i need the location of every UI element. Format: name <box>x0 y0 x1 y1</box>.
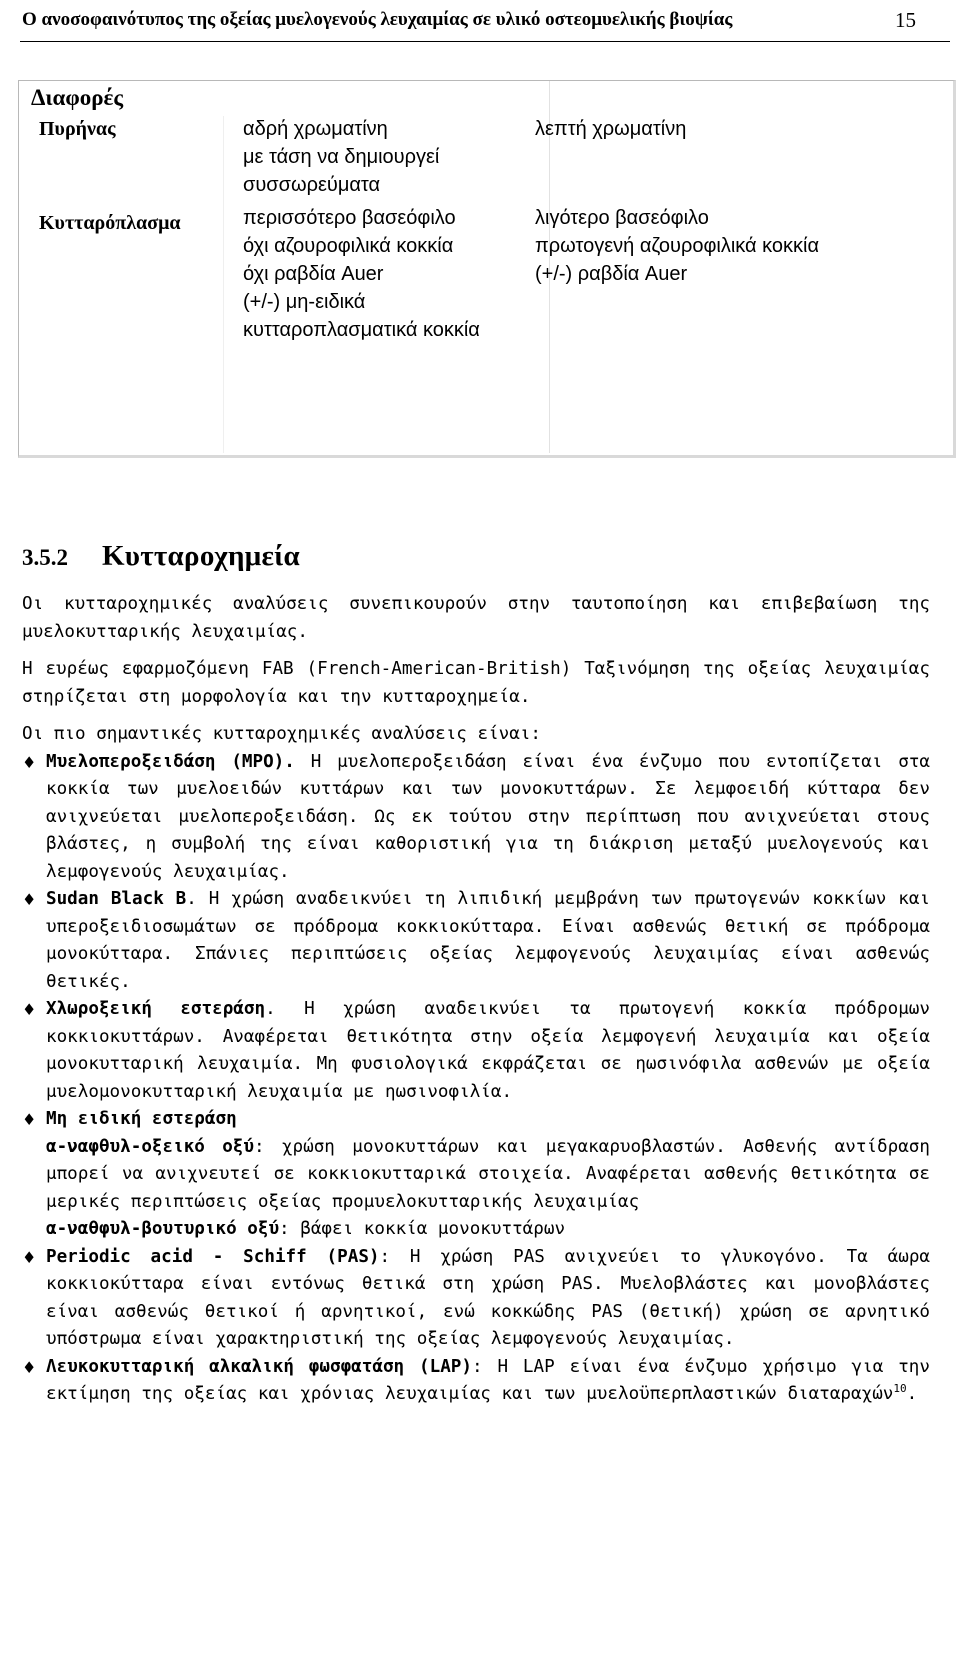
list-item <box>22 749 930 887</box>
cell-line: πρωτογενή αζουροφιλικά κοκκία <box>535 235 820 257</box>
cell-line: με τάση να δημιουργεί <box>243 146 440 168</box>
description: : Η χρώση PAS ανιχνεύει το γλυκογόνο. Τα άωρα κοκκιοκύτταρα είναι εντόνως θετικά στη χρώση PAS. Μυελοβλάστες και μονοβλάστες είναι ασθενώς θετικοί ή αρνητικοί, ενώ κοκκώδης PAS (θετική) χρώση σε αρνητικό υπόστρωμα είναι χαρακτηριστική της οξείας λεμφογενούς λευχαιμίας. <box>46 1246 931 1349</box>
description: . Η χρώση αναδεικνύει τα πρωτογενή κοκκία πρόδρομων κοκκιοκυττάρων. Αναφέρεται θετικότητα στην οξεία λεμφογενή λευχαιμία και οξεία μονοκυτταρική λευχαιμία. Μη φυσιολογικά εκφράζεται σε ηωσινόφιλα ασθενών με οξεία μυελομονοκυτταρική λευχαιμία με ηωσινοφιλία. <box>46 999 930 1102</box>
cell-line: (+/-) μη-ειδικά <box>243 291 366 313</box>
term: Χλωροξεική εστεράση <box>46 999 266 1019</box>
list-item <box>22 1106 930 1244</box>
diamond-bullet-icon: ♦ <box>22 1247 37 1267</box>
sub-term: α-ναθφυλ-βουτυρικό οξύ <box>46 1219 280 1239</box>
term: Sudan Black B <box>46 889 187 909</box>
cytoplasm-col1 <box>243 204 480 344</box>
section-number: 3.5.2 <box>22 545 68 570</box>
sub-description: : χρώση μονοκυττάρων και μεγακαρυοβλαστών. Ασθενής αντίδραση μπορεί να ανιχνευτεί σε κοκκιοκυτταρικά στοιχεία. Αναφέρεται ασθενής θετικότητα σε μερικές περιπτώσεις οξείας προμυελοκυτταρικής λευχαιμίας <box>46 1136 930 1212</box>
nucleus-col1 <box>243 115 439 199</box>
cell-line: (+/-) ραβδία Auer <box>535 263 688 285</box>
header-rule <box>20 41 950 42</box>
diamond-bullet-icon: ♦ <box>22 1110 37 1129</box>
list-item <box>22 1244 930 1354</box>
row-label-cytoplasm: Κυτταρόπλασμα <box>39 212 181 234</box>
description: . Η χρώση αναδεικνύει τη λιπιδική μεμβράνη των πρωτογενών κοκκίων και υπεροξειδιοσωμάτων σε πρόδρομα κοκκιοκύτταρα. Είναι ασθενώς θετική σε πρόδρομα μονοκύτταρα. Σπάνιες περιπτώσεις οξείας λεμφογενούς λευχαιμίας είναι ασθενώς θετικές. <box>46 889 931 992</box>
term: Μη ειδική εστεράση <box>46 1109 237 1129</box>
sub-term: α-ναφθυλ-οξεικό οξύ <box>46 1136 254 1157</box>
header-title: Ο ανοσοφαινότυπος της οξείας μυελογενούς λευχαιμίας σε υλικό οστεομυελικής βιοψίας <box>22 9 733 30</box>
description: Η μυελοπεροξειδάση είναι ένα ένζυμο που εντοπίζεται στα κοκκία των μυελοειδών κυττάρων και των μονοκυττάρων. Σε λεμφοειδή κύτταρα δεν ανιχνεύεται μυελοπεροξειδάση. Ως εκ τούτου στην περίπτωση που ανιχνεύεται στους βλάστες, η συμβολή της είναι καθοριστική για τη διάκριση μεταξύ μυελογενούς και λεμφογενούς λευχαιμίας. <box>46 751 931 882</box>
description: : Η LAP είναι ένα ένζυμο χρήσιμο για την εκτίμηση της οξείας και χρόνιας λευχαιμίας και των μυελοϋπερπλαστικών διαταραχών <box>46 1356 930 1404</box>
list-item <box>22 996 930 1106</box>
cell-line: λιγότερο βασεόφιλο <box>535 207 709 229</box>
section-heading <box>22 540 300 580</box>
cell-line: περισσότερο βασεόφιλο <box>243 207 456 229</box>
list-item <box>22 1354 930 1409</box>
cell-line: όχι ραβδία Auer <box>243 263 384 285</box>
paragraph: Η ευρέως εφαρμοζόμενη FAB (French-American-British) Ταξινόμηση της οξείας λευχαιμίας στηρίζεται στη μορφολογία και την κυτταροχημεία. <box>22 659 930 707</box>
row-label-nucleus: Πυρήνας <box>39 118 116 140</box>
table-title: Διαφορές <box>31 85 124 110</box>
cell-line: αδρή χρωματίνη <box>243 118 388 140</box>
sub-description: : βάφει κοκκία μονοκυττάρων <box>279 1219 566 1239</box>
cytoplasm-col2 <box>535 204 819 288</box>
differences-table <box>18 80 956 458</box>
diamond-bullet-icon: ♦ <box>22 890 37 909</box>
list-item <box>22 886 930 996</box>
body-text <box>22 591 930 1409</box>
paragraph: Οι κυτταροχημικές αναλύσεις συνεπικουρούν στην ταυτοποίηση και επιβεβαίωση της μυελοκυτταρικής λευχαιμίας. <box>22 594 930 642</box>
diamond-bullet-icon: ♦ <box>22 752 37 772</box>
column-divider <box>223 116 224 453</box>
cell-line: όχι αζουροφιλικά κοκκία <box>243 235 454 257</box>
paragraph: Οι πιο σημαντικές κυτταροχημικές αναλύσεις είναι: <box>22 724 542 744</box>
page-number: 15 <box>895 7 916 32</box>
section-title: Κυτταροχημεία <box>102 540 300 572</box>
nucleus-col2 <box>535 115 686 143</box>
diamond-bullet-icon: ♦ <box>22 1357 37 1377</box>
term: Periodic acid - Schiff (PAS) <box>46 1246 380 1267</box>
diamond-bullet-icon: ♦ <box>22 1000 37 1019</box>
cell-line: λεπτή χρωματίνη <box>535 118 687 140</box>
running-header <box>22 4 922 36</box>
sub-item <box>46 1216 930 1244</box>
term: Λευκοκυτταρική αλκαλική φωσφατάση (LAP) <box>46 1356 472 1377</box>
sub-item <box>46 1134 930 1217</box>
cell-line: κυτταροπλασματικά κοκκία <box>243 319 480 341</box>
sentence-end: . <box>906 1384 918 1404</box>
cell-line: συσσωρεύματα <box>243 174 381 196</box>
reference-superscript: 10 <box>893 1382 907 1396</box>
term: Μυελοπεροξειδάση (MPO). <box>46 751 295 772</box>
